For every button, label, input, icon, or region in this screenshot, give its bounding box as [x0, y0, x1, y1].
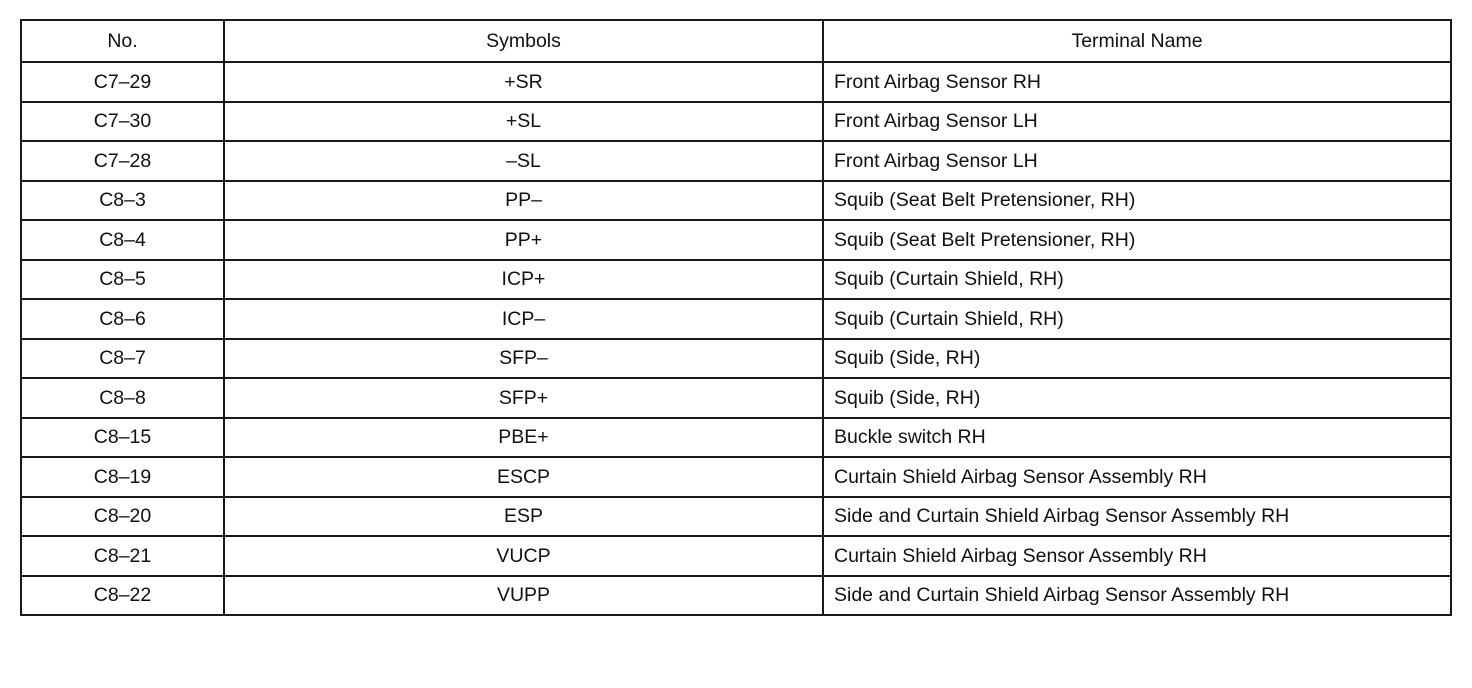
cell-symbol: SFP+ — [224, 378, 823, 418]
table-row — [21, 418, 1451, 458]
table-row — [21, 181, 1451, 221]
table-row — [21, 141, 1451, 181]
cell-no: C8–22 — [21, 576, 224, 616]
cell-no: C7–28 — [21, 141, 224, 181]
cell-terminal-name: Squib (Seat Belt Pretensioner, RH) — [823, 181, 1451, 221]
cell-symbol: VUPP — [224, 576, 823, 616]
table-body — [21, 62, 1451, 615]
header-terminal-name: Terminal Name — [823, 20, 1451, 62]
cell-symbol: ICP+ — [224, 260, 823, 300]
table-row — [21, 62, 1451, 102]
terminal-table — [20, 19, 1452, 616]
cell-terminal-name: Front Airbag Sensor LH — [823, 102, 1451, 142]
cell-terminal-name: Squib (Side, RH) — [823, 339, 1451, 379]
table-row — [21, 339, 1451, 379]
table-row — [21, 378, 1451, 418]
cell-terminal-name: Front Airbag Sensor LH — [823, 141, 1451, 181]
cell-no: C8–5 — [21, 260, 224, 300]
table-row — [21, 576, 1451, 616]
cell-no: C8–19 — [21, 457, 224, 497]
cell-no: C8–6 — [21, 299, 224, 339]
table-row — [21, 536, 1451, 576]
cell-terminal-name: Side and Curtain Shield Airbag Sensor Assembly RH — [823, 497, 1451, 537]
header-row — [21, 20, 1451, 62]
cell-no: C8–7 — [21, 339, 224, 379]
cell-terminal-name: Squib (Curtain Shield, RH) — [823, 299, 1451, 339]
table-row — [21, 102, 1451, 142]
cell-terminal-name: Side and Curtain Shield Airbag Sensor Assembly RH — [823, 576, 1451, 616]
cell-terminal-name: Squib (Seat Belt Pretensioner, RH) — [823, 220, 1451, 260]
cell-no: C7–30 — [21, 102, 224, 142]
cell-no: C8–8 — [21, 378, 224, 418]
cell-symbol: SFP– — [224, 339, 823, 379]
cell-terminal-name: Curtain Shield Airbag Sensor Assembly RH — [823, 536, 1451, 576]
table-row — [21, 457, 1451, 497]
cell-no: C8–4 — [21, 220, 224, 260]
cell-symbol: +SR — [224, 62, 823, 102]
cell-terminal-name: Squib (Side, RH) — [823, 378, 1451, 418]
cell-symbol: ESP — [224, 497, 823, 537]
cell-no: C8–21 — [21, 536, 224, 576]
cell-no: C8–15 — [21, 418, 224, 458]
cell-terminal-name: Curtain Shield Airbag Sensor Assembly RH — [823, 457, 1451, 497]
cell-symbol: VUCP — [224, 536, 823, 576]
table-row — [21, 497, 1451, 537]
table-row — [21, 299, 1451, 339]
cell-terminal-name: Squib (Curtain Shield, RH) — [823, 260, 1451, 300]
table-header — [21, 20, 1451, 62]
cell-symbol: PBE+ — [224, 418, 823, 458]
cell-no: C8–20 — [21, 497, 224, 537]
cell-no: C8–3 — [21, 181, 224, 221]
cell-symbol: ICP– — [224, 299, 823, 339]
header-no: No. — [21, 20, 224, 62]
table-row — [21, 260, 1451, 300]
cell-symbol: PP– — [224, 181, 823, 221]
table-row — [21, 220, 1451, 260]
cell-no: C7–29 — [21, 62, 224, 102]
cell-symbol: –SL — [224, 141, 823, 181]
cell-symbol: +SL — [224, 102, 823, 142]
cell-symbol: ESCP — [224, 457, 823, 497]
cell-symbol: PP+ — [224, 220, 823, 260]
cell-terminal-name: Front Airbag Sensor RH — [823, 62, 1451, 102]
header-symbols: Symbols — [224, 20, 823, 62]
cell-terminal-name: Buckle switch RH — [823, 418, 1451, 458]
